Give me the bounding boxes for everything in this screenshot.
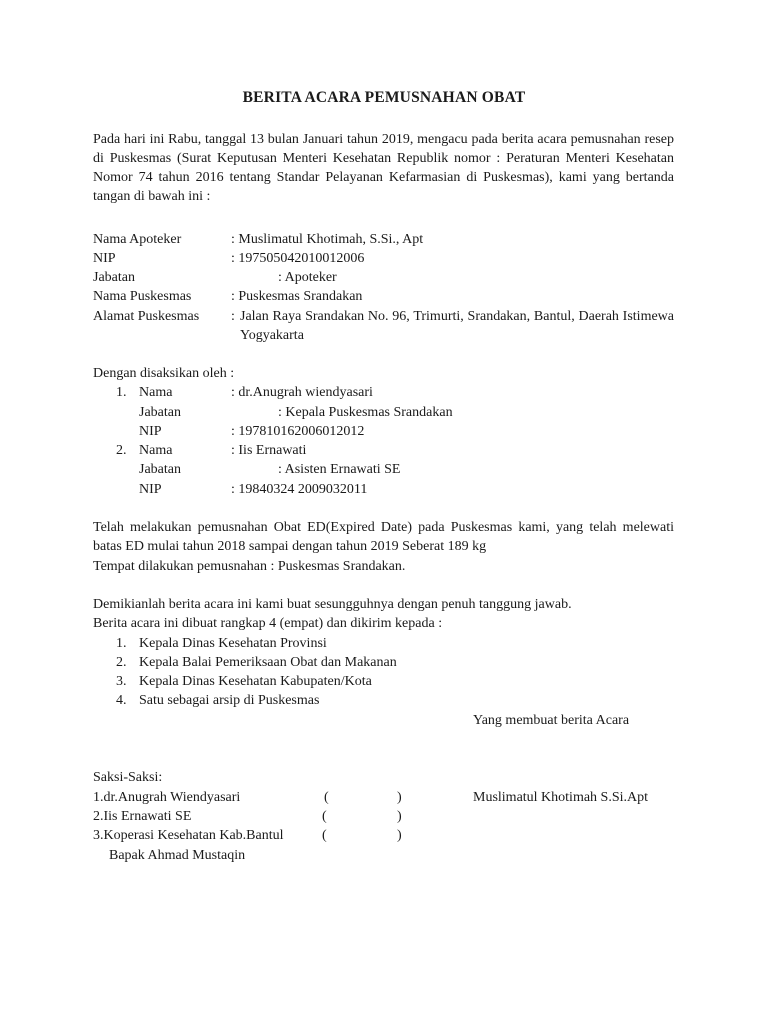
officer-address-value: Jalan Raya Srandakan No. 96, Trimurti, Srandakan, Bantul, Daerah Istimewa Yogyakarta (240, 309, 674, 343)
witness-2-name-value: : Iis Ernawati (231, 443, 307, 458)
officer-position-value: : Apoteker (278, 270, 337, 285)
signature-1-name: 1.dr.Anugrah Wiendyasari (93, 790, 241, 805)
witness-1-number: 1. (116, 385, 127, 400)
intro-paragraph: Pada hari ini Rabu, tanggal 13 bulan Januari tahun 2019, mengacu pada berita acara pemusnahan resep di Puskesmas (Surat Keputusan Menteri Kesehatan Republik nomor : Peraturan Menteri Kesehatan Nomor 74 tahun 2016 tentang Standar Pelayanan Kefarmasian di Puskesmas), kami yang bertanda tangan di bawah ini : (93, 132, 674, 204)
witness-2-nip-label: NIP (139, 482, 162, 497)
recipient-2-text: Kepala Balai Pemeriksaan Obat dan Makanan (139, 655, 397, 670)
signature-3-close: ) (397, 828, 402, 843)
witness-intro: Dengan disaksikan oleh : (93, 366, 235, 381)
recipient-4-text: Satu sebagai arsip di Puskesmas (139, 693, 320, 708)
maker-name: Muslimatul Khotimah S.Si.Apt (473, 790, 649, 805)
witness-1-name-value: : dr.Anugrah wiendyasari (231, 385, 373, 400)
officer-name-label: Nama Apoteker (93, 232, 182, 247)
witness-1-nip-label: NIP (139, 424, 162, 439)
signature-3-name: 3.Koperasi Kesehatan Kab.Bantul (93, 828, 284, 843)
witness-1-name-label: Nama (139, 385, 173, 400)
witness-2-position-label: Jabatan (139, 462, 181, 477)
signature-2-close: ) (397, 809, 402, 824)
signature-1-open: ( (324, 790, 329, 805)
witness-1-position-value: : Kepala Puskesmas Srandakan (278, 405, 453, 420)
recipient-3-number: 3. (116, 674, 127, 689)
closing-line: Demikianlah berita acara ini kami buat sesungguhnya dengan penuh tanggung jawab. (93, 597, 572, 612)
document-title: BERITA ACARA PEMUSNAHAN OBAT (242, 89, 526, 106)
witness-1-position-label: Jabatan (139, 405, 181, 420)
recipient-3-text: Kepala Dinas Kesehatan Kabupaten/Kota (139, 674, 372, 689)
place-line: Tempat dilakukan pemusnahan : Puskesmas Srandakan. (93, 559, 406, 574)
officer-nip-value: : 197505042010012006 (231, 251, 365, 266)
witness-1-nip-value: : 197810162006012012 (231, 424, 365, 439)
signature-3-open: ( (322, 828, 327, 843)
officer-address-colon: : (231, 309, 235, 324)
officer-nip-label: NIP (93, 251, 116, 266)
signature-2-name: 2.Iis Ernawati SE (93, 809, 192, 824)
officer-puskesmas-label: Nama Puskesmas (93, 289, 192, 304)
recipient-4-number: 4. (116, 693, 127, 708)
signature-2-open: ( (322, 809, 327, 824)
witnesses-title: Saksi-Saksi: (93, 770, 163, 785)
action-paragraph: Telah melakukan pemusnahan Obat ED(Expired Date) pada Puskesmas kami, yang telah melewati batas ED mulai tahun 2018 sampai dengan tahun 2019 Seberat 189 kg (93, 520, 674, 554)
copies-intro: Berita acara ini dibuat rangkap 4 (empat) dan dikirim kepada : (93, 616, 443, 631)
witness-2-name-label: Nama (139, 443, 173, 458)
recipient-2-number: 2. (116, 655, 127, 670)
officer-address-label: Alamat Puskesmas (93, 309, 200, 324)
recipient-1-number: 1. (116, 636, 127, 651)
witness-2-position-value: : Asisten Ernawati SE (278, 462, 401, 477)
witness-2-nip-value: : 19840324 2009032011 (231, 482, 368, 497)
signature-extra: Bapak Ahmad Mustaqin (109, 848, 246, 863)
officer-puskesmas-value: : Puskesmas Srandakan (231, 289, 363, 304)
recipient-1-text: Kepala Dinas Kesehatan Provinsi (139, 636, 327, 651)
officer-name-value: : Muslimatul Khotimah, S.Si., Apt (231, 232, 424, 247)
signature-1-close: ) (397, 790, 402, 805)
witness-2-number: 2. (116, 443, 127, 458)
maker-label: Yang membuat berita Acara (473, 713, 630, 728)
officer-position-label: Jabatan (93, 270, 135, 285)
